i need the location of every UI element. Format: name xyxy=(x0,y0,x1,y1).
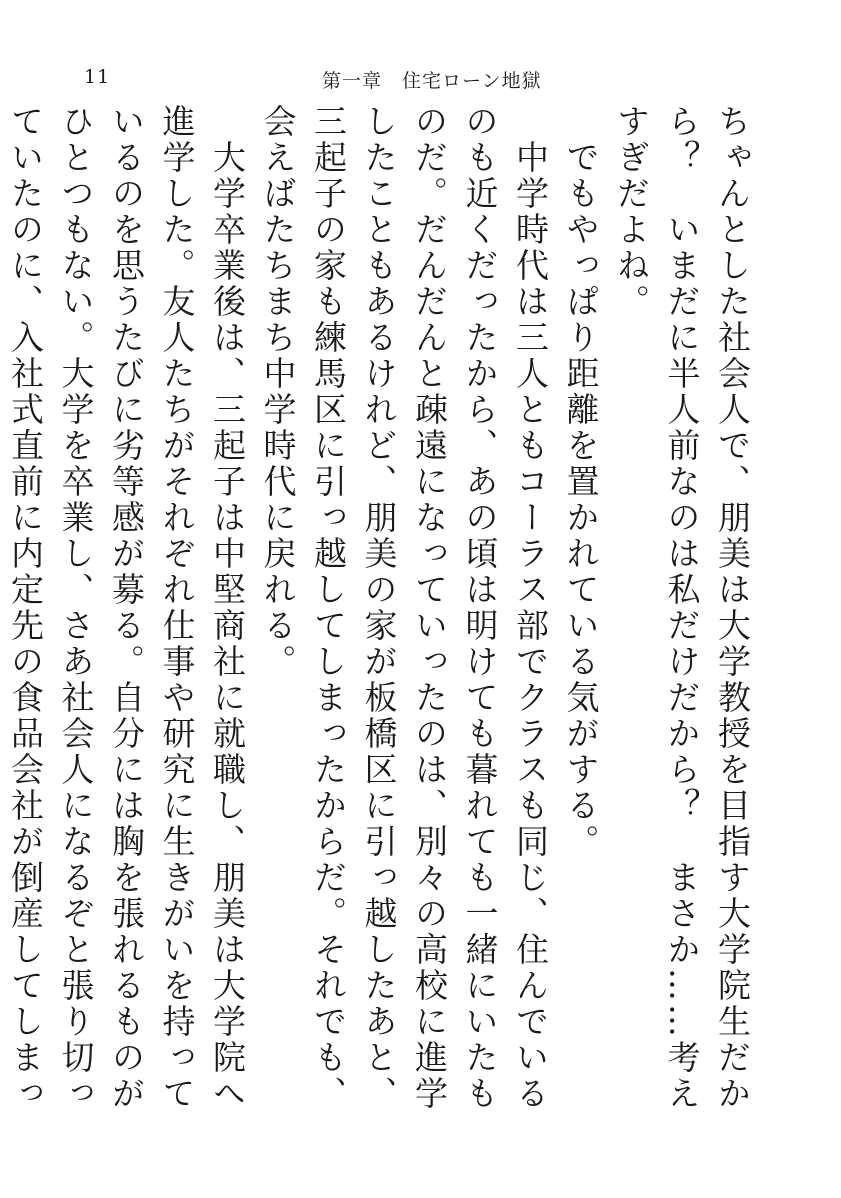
body-text xyxy=(0,104,757,1144)
paragraph: 中学時代は三人ともコーラス部でクラスも同じ、住んでいるのも近くだったから、あの頃は明けても暮れても一緒にいたものだ。だんだんと疎遠になっていったのは、別々の高校に進学したこともあるけれど、朋美の家が板橋区に引っ越したあと、三起子の家も練馬区に引っ越してしまったからだ。それでも、会えばたちまち中学時代に戻れる。 xyxy=(258,104,550,1112)
paragraph: でもやっぱり距離を置かれている気がする。 xyxy=(561,104,601,860)
running-head: 第一章 住宅ローン地獄 xyxy=(322,70,542,92)
paragraph: ちゃんとした社会人で、朋美は大学教授を目指す大学院生だから？ いまだに半人前なのは私だけだから？ まさか……考えすぎだよね。 xyxy=(612,104,752,1112)
paragraph: 大学卒業後は、三起子は中堅商社に就職し、朋美は大学院へ進学した。友人たちがそれぞれ仕事や研究に生きがいを持っているのを思うたびに劣等感が募る。自分には胸を張れるものがひとつもない。大学を卒業し、さあ社会人になるぞと張り切っていたのに、入社式直前に内定先の食品会社が倒産してしまっ xyxy=(6,104,247,1112)
page-number: 11 xyxy=(84,66,111,88)
